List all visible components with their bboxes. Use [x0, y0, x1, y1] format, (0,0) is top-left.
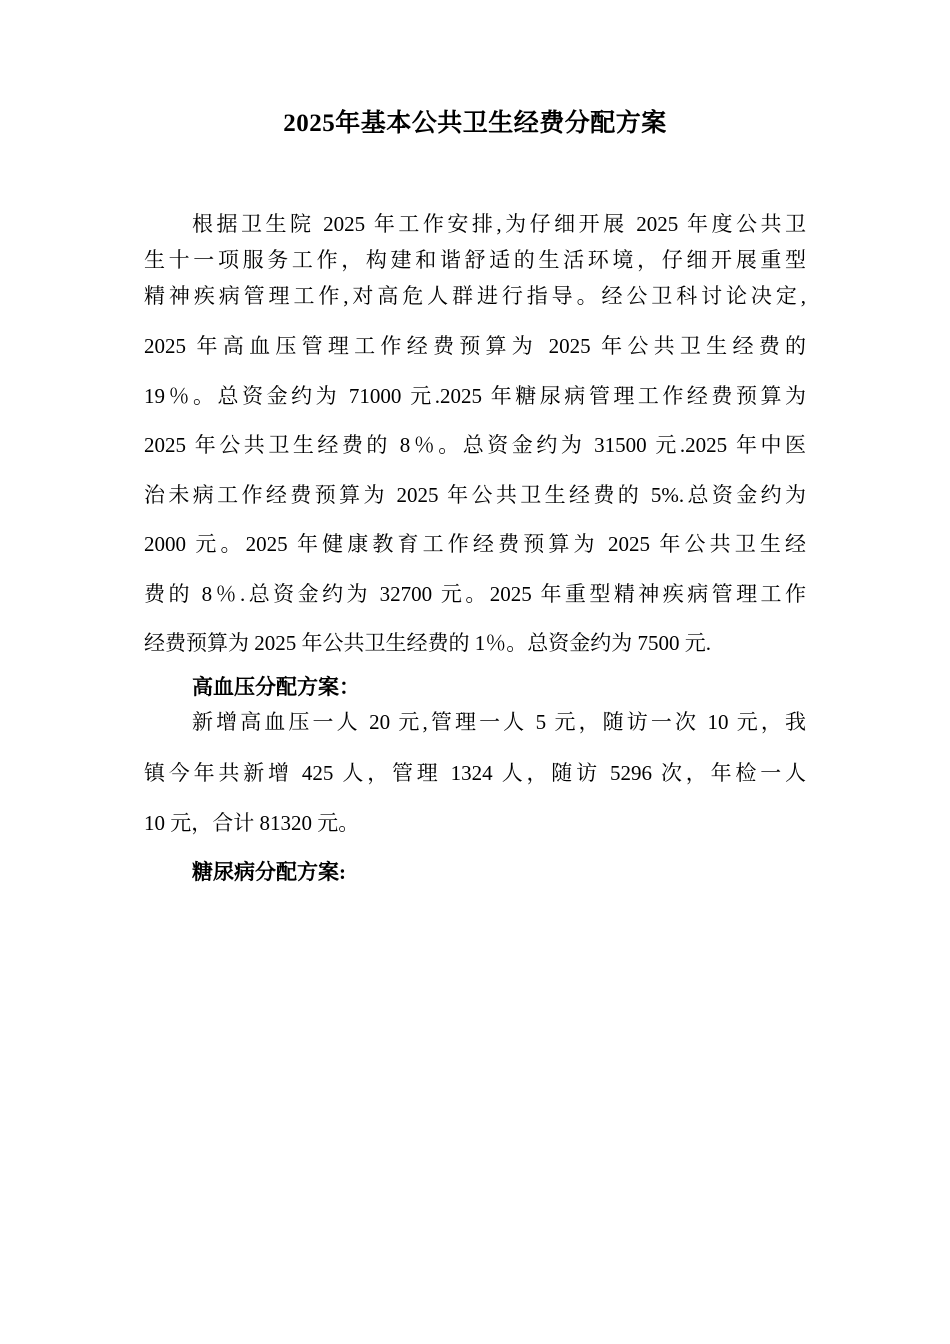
intro-line: 2000 元。2025 年健康教育工作经费预算为 2025 年公共卫生经 [144, 532, 806, 556]
intro-line: 生十一项服务工作，构建和谐舒适的生活环境，仔细开展重型 [144, 248, 806, 272]
intro-line: 治未病工作经费预算为 2025 年公共卫生经费的 5%.总资金约为 [144, 482, 806, 507]
intro-line: 精神疾病管理工作,对高危人群进行指导。经公卫科讨论决定, [144, 284, 806, 308]
intro-line: 19％。总资金约为 71000 元.2025 年糖尿病管理工作经费预算为 [144, 383, 806, 408]
hypertension-paragraph [144, 705, 806, 848]
intro-line: 2025 年高血压管理工作经费预算为 2025 年公共卫生经费的 [144, 334, 806, 358]
hypertension-heading: 高血压分配方案： [192, 675, 360, 699]
hypertension-line: 镇今年共新增 425 人，管理 1324 人，随访 5296 次，年检一人 [144, 761, 806, 785]
intro-line: 2025 年公共卫生经费的 8％。总资金约为 31500 元.2025 年中医 [144, 433, 806, 457]
hypertension-line: 10 元，合计 81320 元。 [144, 811, 360, 835]
document-title: 2025年基本公共卫生经费分配方案 [283, 110, 667, 137]
intro-line: 经费预算为 2025 年公共卫生经费的 1％。总资金约为 7500 元. [144, 631, 711, 655]
hypertension-line: 新增高血压一人 20 元,管理一人 5 元，随访一次 10 元，我 [192, 710, 806, 734]
intro-paragraph [144, 206, 806, 669]
diabetes-heading: 糖尿病分配方案: [192, 860, 346, 884]
intro-line: 费的 8％.总资金约为 32700 元。2025 年重型精神疾病管理工作 [144, 581, 806, 606]
intro-line: 根据卫生院 2025 年工作安排,为仔细开展 2025 年度公共卫 [192, 212, 806, 236]
